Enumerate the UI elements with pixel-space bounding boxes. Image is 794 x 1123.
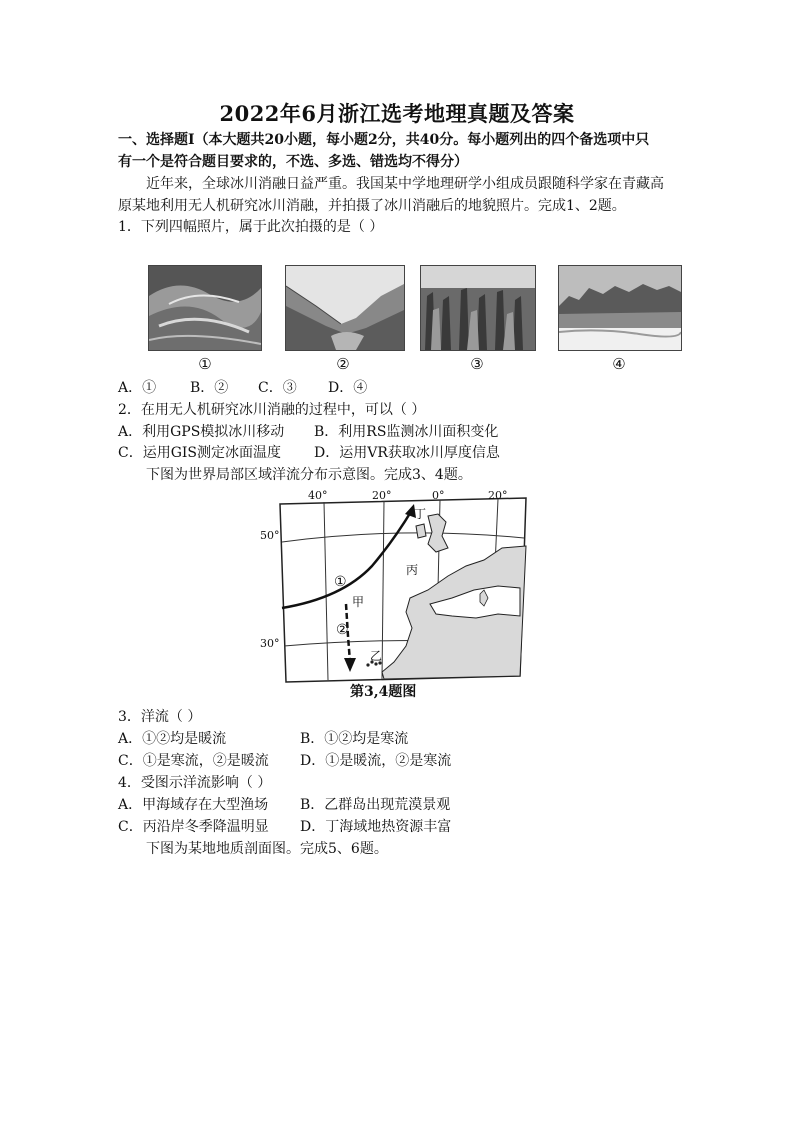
sand-dune-photo bbox=[148, 265, 262, 351]
q2-option-a: A．利用GPS模拟冰川移动 bbox=[118, 424, 285, 440]
lon-label-40: 40° bbox=[308, 489, 328, 502]
q3-option-c: C．①是寒流，②是暖流 bbox=[118, 753, 269, 769]
q1-option-b: B．② bbox=[190, 380, 229, 396]
q4-option-d: D．丁海域地热资源丰富 bbox=[300, 819, 452, 835]
q3-option-a: A．①②均是暖流 bbox=[118, 731, 227, 747]
photo-strip bbox=[148, 255, 688, 375]
lon-label-20e: 20° bbox=[488, 489, 508, 502]
q1-option-c: C．③ bbox=[258, 380, 297, 396]
q1-option-d: D．④ bbox=[328, 380, 368, 396]
current-label-1: ① bbox=[334, 574, 347, 590]
q1-option-a: A．① bbox=[118, 380, 157, 396]
place-label-jia: 甲 bbox=[352, 595, 365, 609]
intro-paragraph-line2: 原某地利用无人机研究冰川消融，并拍摄了冰川消融后的地貌照片。完成1、2题。 bbox=[118, 198, 626, 214]
q4-option-c: C．丙沿岸冬季降温明显 bbox=[118, 819, 269, 835]
place-label-ding: 丁 bbox=[414, 507, 427, 521]
photo-label-1: ① bbox=[198, 355, 212, 373]
question-3-stem: 3．洋流（ ） bbox=[118, 709, 202, 725]
question-4-stem: 4．受图示洋流影响（ ） bbox=[118, 775, 272, 791]
lon-label-20w: 20° bbox=[372, 489, 392, 502]
question-1-stem: 1．下列四幅照片，属于此次拍摄的是（ ） bbox=[118, 219, 384, 235]
lat-label-50: 50° bbox=[260, 529, 280, 542]
question-2-stem: 2．在用无人机研究冰川消融的过程中，可以（ ） bbox=[118, 402, 426, 418]
current-label-2: ② bbox=[336, 622, 349, 638]
lat-label-30: 30° bbox=[260, 637, 280, 650]
photo-label-4: ④ bbox=[612, 355, 626, 373]
q3-option-d: D．①是暖流，②是寒流 bbox=[300, 753, 452, 769]
glacial-valley-photo bbox=[285, 265, 405, 351]
q2-option-c: C．运用GIS测定冰面温度 bbox=[118, 445, 282, 461]
map-caption: 第3,4题图 bbox=[350, 684, 417, 700]
map-intro: 下图为世界局部区域洋流分布示意图。完成3、4题。 bbox=[146, 467, 472, 483]
section-heading-line2: 有一个是符合题目要求的，不选、多选、错选均不得分） bbox=[118, 154, 468, 170]
stone-forest-photo bbox=[420, 265, 536, 351]
photo-label-2: ② bbox=[336, 355, 350, 373]
ocean-current-map bbox=[252, 486, 532, 702]
q3-option-b: B．①②均是寒流 bbox=[300, 731, 409, 747]
intro-paragraph-line1: 近年来，全球冰川消融日益严重。我国某中学地理研学小组成员跟随科学家在青藏高 bbox=[146, 176, 664, 192]
q4-option-a: A．甲海域存在大型渔场 bbox=[118, 797, 269, 813]
place-label-bing: 丙 bbox=[406, 563, 419, 577]
page-title: 2022年6月浙江选考地理真题及答案 bbox=[219, 101, 575, 126]
photo-label-3: ③ bbox=[470, 355, 484, 373]
q2-option-d: D．运用VR获取冰川厚度信息 bbox=[314, 445, 500, 461]
section-heading-line1: 一、选择题Ⅰ（本大题共20小题，每小题2分，共40分。每小题列出的四个备选项中只 bbox=[118, 132, 650, 148]
q2-option-b: B．利用RS监测冰川面积变化 bbox=[314, 424, 499, 440]
geology-intro: 下图为某地地质剖面图。完成5、6题。 bbox=[146, 841, 388, 857]
yardang-photo bbox=[558, 265, 682, 351]
q4-option-b: B．乙群岛出现荒漠景观 bbox=[300, 797, 451, 813]
lon-label-0: 0° bbox=[432, 489, 445, 502]
place-label-yi: 乙 bbox=[370, 649, 383, 663]
